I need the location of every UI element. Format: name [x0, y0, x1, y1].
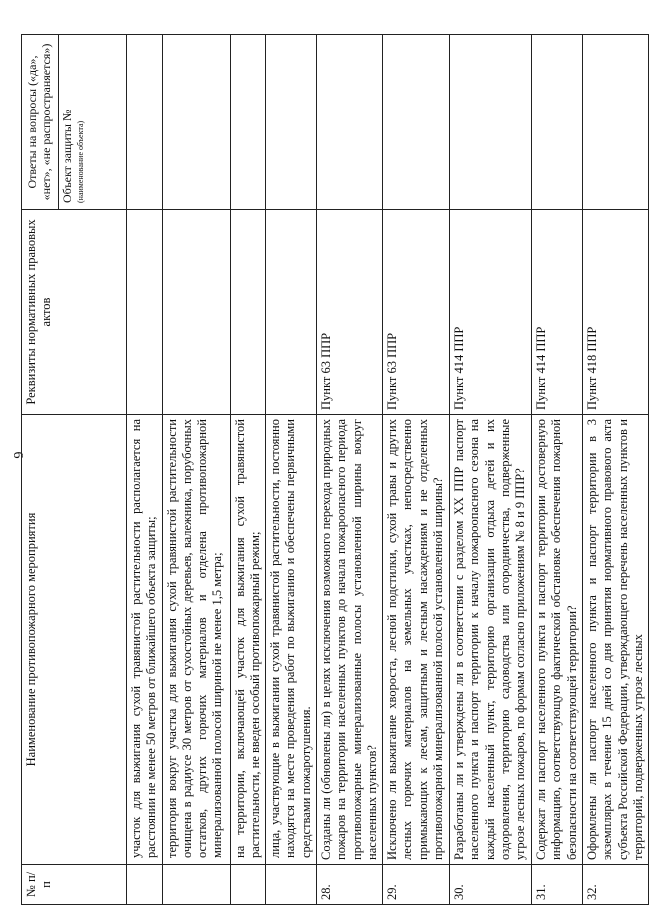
header-object-note: (наименование объекта): [76, 120, 86, 203]
row-num: 29.: [383, 865, 450, 905]
row-requisites: [230, 210, 266, 415]
row-answer-cell[interactable]: [317, 35, 383, 210]
row-num: [266, 865, 317, 905]
row-name: территория вокруг участка для выжигания сухой травянистой растительности очищена в радиусе 30 метров от сухостойных деревьев, валежника, порубочных остатков, других горючих материалов и отделена противопожарной минерализованной полосой шириной не менее 1,5 метра;: [162, 415, 230, 865]
row-answer-cell[interactable]: [127, 35, 163, 210]
row-num: 31.: [532, 865, 583, 905]
row-requisites: [162, 210, 230, 415]
table-row: [383, 35, 450, 905]
header-answers: [22, 35, 127, 210]
header-requisites: Реквизиты нормативных правовых актов: [22, 210, 127, 415]
row-requisites: Пункт 414 ППР: [450, 210, 532, 415]
table-row: [450, 35, 532, 905]
header-answers-object: [58, 35, 89, 209]
row-requisites: [266, 210, 317, 415]
header-name: Наименование противопожарного мероприятия: [22, 415, 127, 865]
row-answer-cell[interactable]: [450, 35, 532, 210]
row-answer-cell[interactable]: [532, 35, 583, 210]
row-name: лица, участвующие в выжигании сухой травянистой растительности, постоянно находятся на месте проведения работ по выжиганию и обеспечены первичными средствами пожаротушения.: [266, 415, 317, 865]
row-name: на территории, включающей участок для выжигания сухой травянистой растительности, не введен особый противопожарный режим;: [230, 415, 266, 865]
table-row: [162, 35, 230, 905]
table-row: [127, 35, 163, 905]
row-answer-cell[interactable]: [162, 35, 230, 210]
row-answer-cell[interactable]: [266, 35, 317, 210]
row-answer-cell[interactable]: [583, 35, 649, 210]
table-row: [230, 35, 266, 905]
row-num: [162, 865, 230, 905]
row-num: 30.: [450, 865, 532, 905]
table-row: [317, 35, 383, 905]
row-answer-cell[interactable]: [383, 35, 450, 210]
header-object-label: Объект защиты №: [59, 109, 74, 203]
row-name: Разработаны ли и утверждены ли в соответствии с разделом XX ППР паспорт населенного пункта и паспорт территории к началу пожароопасного сезона на каждый населенный пункт, территорию организации отдыха детей и их оздоровления, территорию садоводства или огородничества, подверженные угрозе лесных пожаров, по формам согласно приложениям № 8 и 9 ППР?: [450, 415, 532, 865]
table-row: [583, 35, 649, 905]
header-answers-title: Ответы на вопросы («да», «нет», «не распространяется»): [25, 43, 53, 201]
row-name: Исключено ли выжигание хвороста, лесной подстилки, сухой травы и других лесных горючих материалов на земельных участках, непосредственно примыкающих к лесам, защитным и лесным насаждениям и не отделенных противопожарной минерализованной полосой установленной ширины?: [383, 415, 450, 865]
row-name: Созданы ли (обновлены ли) в целях исключения возможного перехода природных пожаров на территории населенных пунктов до начала пожароопасного периода противопожарные минерализованные полосы установленной ширины вокруг населенных пунктов?: [317, 415, 383, 865]
row-num: 28.: [317, 865, 383, 905]
row-requisites: [127, 210, 163, 415]
row-num: [127, 865, 163, 905]
row-name: участок для выжигания сухой травянистой растительности располагается на расстоянии не менее 50 метров от ближайшего объекта защиты;: [127, 415, 163, 865]
row-num: [230, 865, 266, 905]
rotated-page: [21, 35, 645, 905]
checklist-table: [21, 34, 649, 905]
table-row: [266, 35, 317, 905]
table-header-row: [22, 35, 127, 905]
row-requisites: Пункт 63 ППР: [383, 210, 450, 415]
row-requisites: Пункт 414 ППР: [532, 210, 583, 415]
row-name: Содержат ли паспорт населенного пункта и паспорт территории достоверную информацию, соответствующую фактической обстановке обеспечения пожарной безопасности на соответствующей территории?: [532, 415, 583, 865]
page-number: 6: [10, 451, 25, 459]
row-requisites: Пункт 63 ППР: [317, 210, 383, 415]
table-row: [532, 35, 583, 905]
row-name: Оформлены ли паспорт населенного пункта и паспорт территории в 3 экземплярах в течение 15 дней со дня принятия нормативного правового акта субъекта Российской Федерации, утверждающего перечень населенных пунктов и территорий, подверженных угрозе лесных: [583, 415, 649, 865]
row-num: 32.: [583, 865, 649, 905]
row-answer-cell[interactable]: [230, 35, 266, 210]
row-requisites: Пункт 418 ППР: [583, 210, 649, 415]
header-num: № п/п: [22, 865, 127, 905]
